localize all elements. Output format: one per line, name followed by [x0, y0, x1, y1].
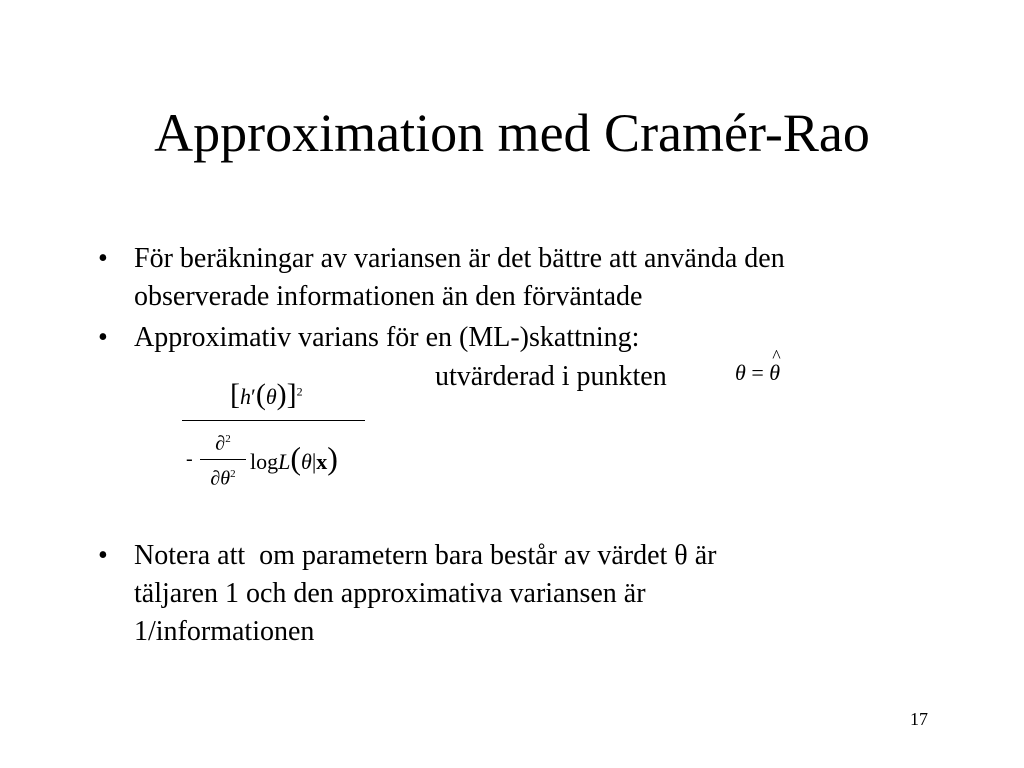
bullet-marker: • [98, 540, 108, 571]
evaluated-at-text: utvärderad i punkten [435, 361, 667, 392]
h-symbol: h [240, 384, 251, 409]
fraction-bar [200, 459, 246, 460]
theta-symbol: θ [265, 384, 277, 409]
formula-numerator [230, 378, 303, 412]
partial-denominator [200, 462, 246, 491]
theta-symbol: θ [301, 449, 312, 474]
theta-hat-symbol: ^ θ [769, 360, 780, 386]
likelihood-symbol: L [278, 449, 291, 474]
given-bar: | [311, 449, 317, 474]
page-number: 17 [910, 709, 928, 729]
log-likelihood-expression [250, 440, 338, 477]
paren-open: ( [290, 440, 302, 476]
slide-title: Approximation med Cramér-Rao [154, 103, 870, 163]
bullet-marker: • [98, 322, 108, 353]
bullet-line: Notera att om parametern bara består av värdet θ är [134, 540, 717, 571]
bullet-text-2 [134, 319, 639, 357]
bullet-line: 1/informationen [134, 616, 315, 647]
minus-sign: - [186, 448, 193, 470]
partial-numerator [200, 426, 246, 457]
bullet-marker: • [98, 243, 108, 274]
bullet-text-1 [134, 240, 785, 316]
exponent: 2 [225, 433, 231, 445]
bullet-text-3 [134, 537, 716, 651]
bullet-line: täljaren 1 och den approximativa variansen är [134, 578, 646, 609]
bullet-line: För beräkningar av variansen är det bättre att använda den [134, 243, 785, 274]
x-vector: x [316, 449, 328, 474]
paren-close: ) [327, 440, 338, 476]
variance-formula [182, 374, 372, 504]
partial-theta: ∂θ [210, 467, 231, 490]
log-label: log [250, 449, 279, 474]
partial-derivative-fraction [200, 426, 246, 490]
bullet-line: Approximativ varians för en (ML-)skattning: [134, 322, 640, 353]
theta-symbol: θ [735, 360, 746, 385]
partial-symbol: ∂ [215, 432, 226, 455]
bracket-close: ] [286, 378, 297, 411]
prime-symbol: ′ [251, 384, 256, 409]
paren-close: ) [276, 378, 287, 411]
bracket-open: [ [230, 378, 240, 411]
equals-sign: = [751, 360, 764, 385]
exponent: 2 [230, 467, 236, 480]
bullet-line: observerade informationen än den förväntade [134, 281, 643, 312]
exponent: 2 [296, 384, 303, 399]
theta-hat-equation [735, 360, 780, 386]
paren-open: ( [255, 378, 266, 411]
fraction-bar [182, 420, 365, 421]
